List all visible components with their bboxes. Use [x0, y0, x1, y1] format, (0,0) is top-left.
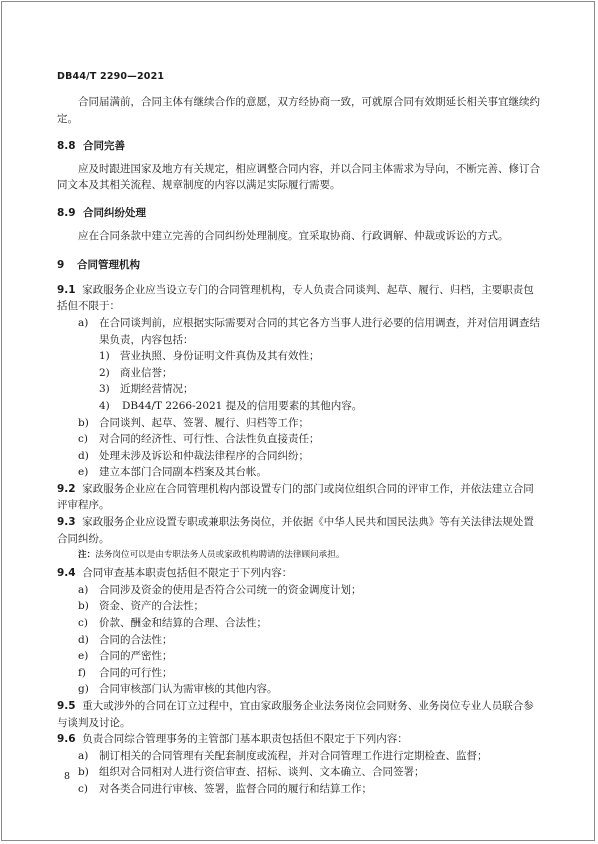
clause-9-3: [57, 514, 543, 547]
list-item: [57, 464, 543, 481]
list-label: c): [78, 433, 88, 446]
list-label: a): [78, 749, 89, 762]
clause-9-1: [57, 282, 543, 315]
sub-list-label: 1): [99, 350, 110, 363]
clause-number: 9.4: [57, 567, 76, 580]
sub-list-item: [57, 381, 543, 398]
clause-9-5: [57, 698, 543, 731]
section-number: 8.9: [57, 206, 76, 219]
sub-list-item: [57, 398, 543, 415]
sub-list-text: 营业执照、身份证明文件真伪及其有效性；: [120, 350, 320, 363]
list-item: [57, 781, 543, 798]
list-label: e): [78, 466, 89, 479]
list-text: 建立本部门合同副本档案及其台帐。: [99, 466, 267, 479]
chapter-number: 9: [57, 259, 65, 272]
sub-list-item: [57, 365, 543, 382]
sub-list-text: DB44/T 2266-2021 提及的信用要素的其他内容。: [122, 399, 363, 412]
clause-number: 9.5: [57, 700, 76, 712]
chapter-heading-9: [57, 257, 543, 274]
list-label: a): [78, 316, 89, 329]
section-heading-8-8: [57, 138, 543, 155]
list-item: [57, 764, 543, 781]
list-text: 合同谈判、起草、签署、履行、归档等工作；: [99, 416, 309, 429]
sub-list-label: 2): [99, 366, 110, 379]
sub-list-item: [57, 348, 543, 365]
list-item: [57, 748, 543, 765]
list-label: c): [78, 617, 88, 630]
list-item: [57, 448, 543, 465]
section-text-8-9: 应在合同条款中建立完善的合同纠纷处理制度。宜采取协商、行政调解、仲裁或诉讼的方式。: [78, 229, 509, 242]
list-label: a): [78, 583, 89, 596]
list-text: 制订相关的合同管理有关配套制度或流程，并对合同管理工作进行定期检查、监督；: [99, 749, 488, 762]
sub-list-text: 商业信誉；: [120, 366, 173, 379]
list-text: 对各类合同进行审核、签署，监督合同的履行和结算工作；: [99, 782, 372, 795]
section-heading-8-9: [57, 205, 543, 222]
list-item: [57, 681, 543, 698]
note-text: 法务岗位可以是由专职法务人员或家政机构聘请的法律顾问承担。: [95, 550, 345, 561]
document-body: [57, 94, 543, 798]
list-label: e): [78, 650, 89, 663]
list-label: d): [78, 633, 89, 646]
list-text: 价款、酬金和结算的合理、合法性；: [99, 617, 267, 630]
section-title: 合同完善: [83, 140, 125, 153]
list-label: g): [78, 683, 89, 696]
clause-text: 重大或涉外的合同在订立过程中，宜由家政服务企业法务岗位会同财务、业务岗位专业人员联合参与谈判及讨论。: [57, 700, 534, 729]
note-label: 注：: [78, 550, 96, 561]
list-item: [57, 415, 543, 432]
clause-text: 合同审查基本职责包括但不限定于下列内容：: [82, 567, 293, 580]
note: [57, 548, 543, 563]
list-text: 在合同谈判前，应根据实际需要对合同的其它各方当事人进行必要的信用调查，并对信用调查结果负责，内容包括：: [99, 316, 540, 346]
list-label: b): [78, 766, 89, 779]
clause-number: 9.2: [57, 482, 76, 495]
list-text: 合同涉及资金的使用是否符合公司统一的资金调度计划；: [99, 583, 362, 596]
list-item: [57, 431, 543, 448]
clause-number: 9.1: [57, 283, 76, 296]
clause-text: 家政服务企业应设置专职或兼职法务岗位，并依据《中华人民共和国民法典》等有关法律法规处置合同纠纷。: [57, 516, 534, 545]
list-label: b): [78, 600, 89, 613]
clause-text: 家政服务企业应当设立专门的合同管理机构，专人负责合同谈判、起草、履行、归档，主要职责包括但不限于：: [57, 283, 534, 313]
clause-9-4: [57, 565, 543, 582]
sub-list-text: 近期经营情况；: [120, 383, 194, 396]
sub-list-label: 4): [99, 399, 110, 412]
list-text: 合同审核部门认为需审核的其他内容。: [99, 683, 278, 696]
chapter-title: 合同管理机构: [77, 259, 140, 272]
list-text: 组织对合同相对人进行资信审查、招标、谈判、文本确立、合同签署；: [99, 766, 425, 779]
list-label: d): [78, 449, 89, 462]
list-label: b): [78, 416, 89, 429]
list-text: 合同的严密性；: [99, 650, 173, 663]
list-item: [57, 648, 543, 665]
list-text: 合同的可行性；: [99, 666, 173, 679]
list-text: 处理未涉及诉讼和仲裁法律程序的合同纠纷；: [99, 449, 309, 462]
list-text: 合同的合法性；: [99, 633, 173, 646]
clause-text: 负责合同综合管理事务的主管部门基本职责包括但不限定于下列内容：: [82, 733, 408, 746]
list-item: [57, 632, 543, 649]
list-text: 资金、资产的合法性；: [99, 600, 204, 613]
clause-text: 家政服务企业应在合同管理机构内部设置专门的部门或岗位组织合同的评审工作，并依法建立合同评审程序。: [57, 482, 534, 512]
list-text: 对合同的经济性、可行性、合法性负直接责任；: [99, 433, 320, 446]
clause-number: 9.6: [57, 733, 76, 746]
sub-list-label: 3): [99, 383, 110, 396]
document-code: DB44/T 2290—2021: [57, 71, 165, 82]
list-item: [57, 315, 543, 348]
intro-paragraph: 合同届满前，合同主体有继续合作的意愿，双方经协商一致，可就原合同有效期延长相关事宜继续约定。: [57, 96, 540, 125]
section-number: 8.8: [57, 140, 76, 153]
section-text-8-8: 应及时跟进国家及地方有关规定，相应调整合同内容，并以合同主体需求为导向，不断完善、修订合同文本及其相关流程、规章制度的内容以满足实际履行需要。: [57, 162, 540, 192]
clause-9-2: [57, 481, 543, 514]
page-number: 8: [64, 771, 71, 782]
clause-9-6: [57, 731, 543, 748]
list-label: c): [78, 782, 88, 795]
clause-number: 9.3: [57, 516, 76, 529]
list-item: [57, 582, 543, 599]
list-item: [57, 598, 543, 615]
list-item: [57, 665, 543, 682]
list-label: f): [78, 666, 86, 679]
list-item: [57, 615, 543, 632]
section-title: 合同纠纷处理: [83, 206, 146, 219]
